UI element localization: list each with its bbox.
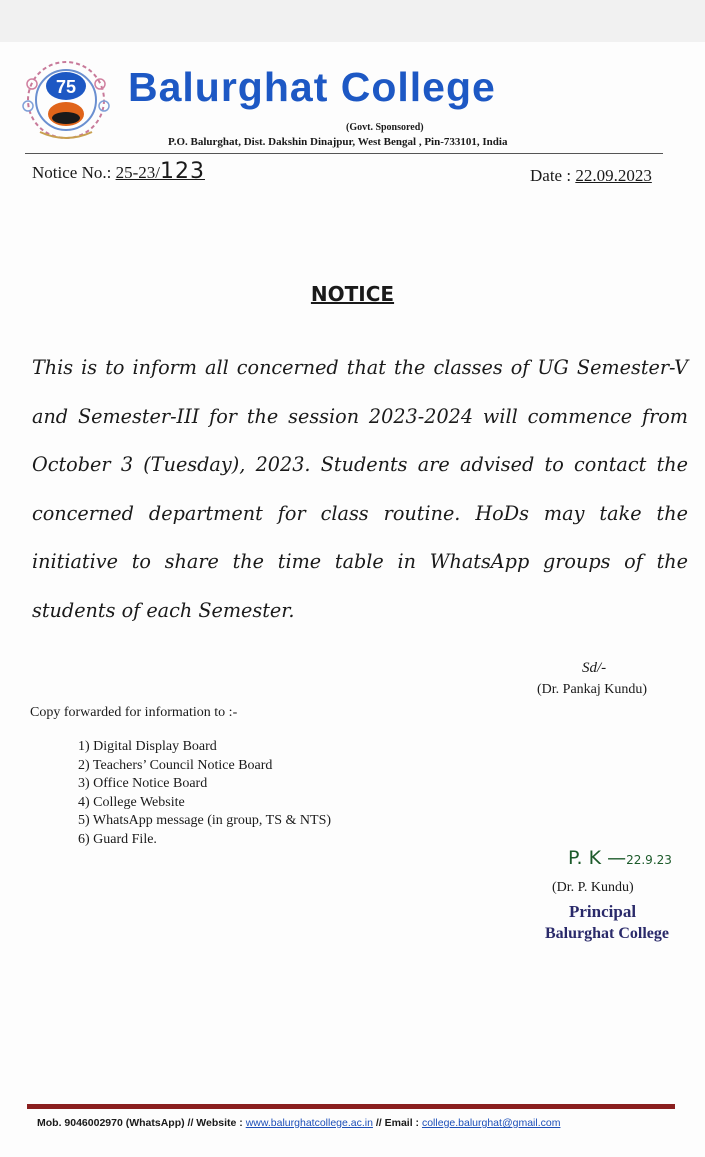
list-item: 2) Teachers’ Council Notice Board [78,757,273,773]
footer-divider [27,1104,675,1109]
list-item: 1) Digital Display Board [78,739,217,754]
website-link[interactable]: www.balurghatcollege.ac.in [245,1117,373,1129]
notice-number-prefix: 25-23/ [115,163,160,182]
email-link[interactable]: college.balurghat@gmail.com [421,1117,561,1129]
footer-mobile: Mob. 9046002970 (WhatsApp) // Website : [37,1117,246,1129]
list-item: 6) Guard File. [78,831,157,847]
signature-swash: — [601,847,627,869]
footer-email-label: // Email : [372,1117,422,1129]
notice-body: This is to inform all concerned that the classes of UG Semester-V and Semester-III for the session 2023-2024 will commence from October 3 (Tuesday), 2023. Students are advised to contact the concerned department for class routine. HoDs may take the initiative to share the time table in WhatsApp groups of the students of each Semester. [32,356,688,622]
govt-sponsored-note: (Govt. Sponsored) [346,122,424,133]
notice-number-value [115,159,205,184]
header-divider [25,153,663,154]
list-item: 3) Office Notice Board [78,776,208,791]
svg-text:75: 75 [55,77,77,97]
copy-recipient-list [78,738,331,849]
top-bar [0,0,705,42]
signatory-name: (Dr. Pankaj Kundu) [537,682,648,697]
signatory-short-name: (Dr. P. Kundu) [552,880,634,895]
date-value: 22.09.2023 [575,166,652,185]
list-item: 5) WhatsApp message (in group, TS & NTS) [78,813,332,828]
notice-number [32,159,205,184]
notice-number-handwritten: 123 [159,159,205,184]
notice-date [530,166,652,186]
college-name: Balurghat College [128,64,496,110]
footer-contact [37,1117,560,1129]
college-logo-emblem [14,56,120,146]
notice-number-label: Notice No.: [32,163,112,182]
handwritten-sign-date: 22.9.23 [626,853,672,867]
notice-heading: NOTICE [310,282,395,306]
signature-sd: Sd/- [582,660,607,676]
college-address: P.O. Balurghat, Dist. Dakshin Dinajpur, West Bengal , Pin-733101, India [168,136,508,148]
copy-forwarded-label: Copy forwarded for information to :- [30,705,238,720]
handwritten-signature: P. K —22.9.23 [568,847,672,869]
list-item: 4) College Website [78,794,185,810]
date-label: Date : [530,166,572,185]
principal-stamp-college: Balurghat College [545,925,669,942]
principal-stamp-title: Principal [569,902,637,921]
